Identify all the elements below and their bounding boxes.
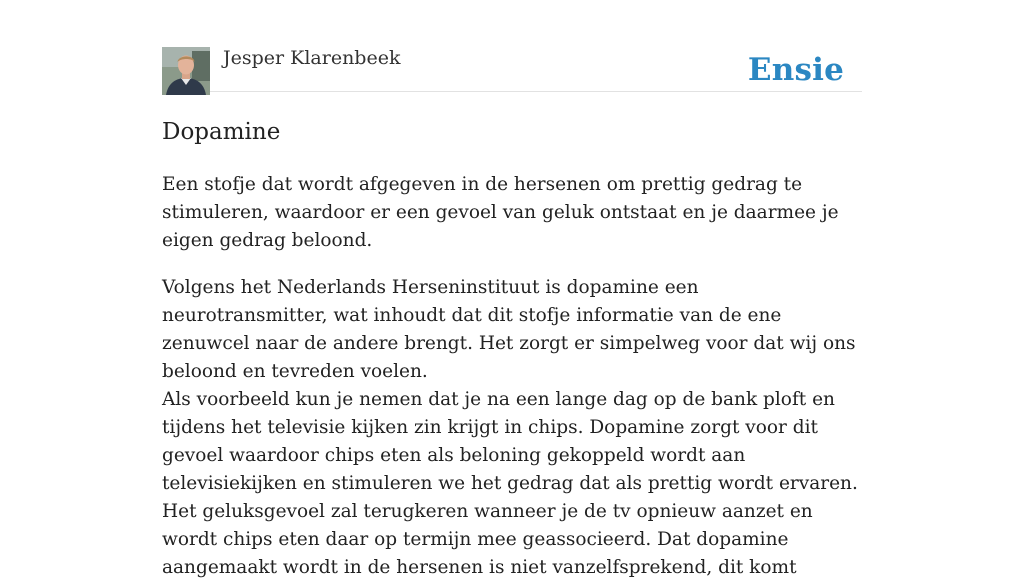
article-body	[162, 171, 862, 582]
article-title: Dopamine	[162, 119, 281, 145]
person-photo-icon	[162, 47, 210, 95]
author-name[interactable]: Jesper Klarenbeek	[223, 47, 401, 69]
author-avatar[interactable]	[162, 47, 210, 95]
paragraph-example-text: Als voorbeeld kun je nemen dat je na een lange dag op de bank ploft en tijdens het televisie kijken zin krijgt in chips. Dopamine zorgt voor dit gevoel waardoor chips eten als beloning gekoppeld wordt aan televisiekijken en stimuleren we het gedrag dat als prettig wordt ervaren. Het geluksgevoel zal terugkeren wanneer je de tv opnieuw aanzet en wordt chips eten daar op termijn mee geassocieerd. Dat dopamine aangemaakt wordt in de hersenen is niet vanzelfsprekend, dit komt	[162, 389, 858, 578]
paragraph-explanation-text: Volgens het Nederlands Herseninstituut is dopamine een neurotransmitter, wat inhoudt dat dit stofje informatie van de ene zenuwcel naar de andere brengt. Het zorgt er simpelweg voor dat wij ons beloond en tevreden voelen.	[162, 277, 856, 382]
paragraph-explanation	[162, 274, 862, 582]
brand-logo[interactable]: Ensie	[747, 52, 844, 88]
definition-card	[162, 46, 862, 582]
card-header	[162, 46, 862, 92]
paragraph-definition: Een stofje dat wordt afgegeven in de hersenen om prettig gedrag te stimuleren, waardoor er een gevoel van geluk ontstaat en je daarmee je eigen gedrag beloond.	[162, 174, 839, 251]
